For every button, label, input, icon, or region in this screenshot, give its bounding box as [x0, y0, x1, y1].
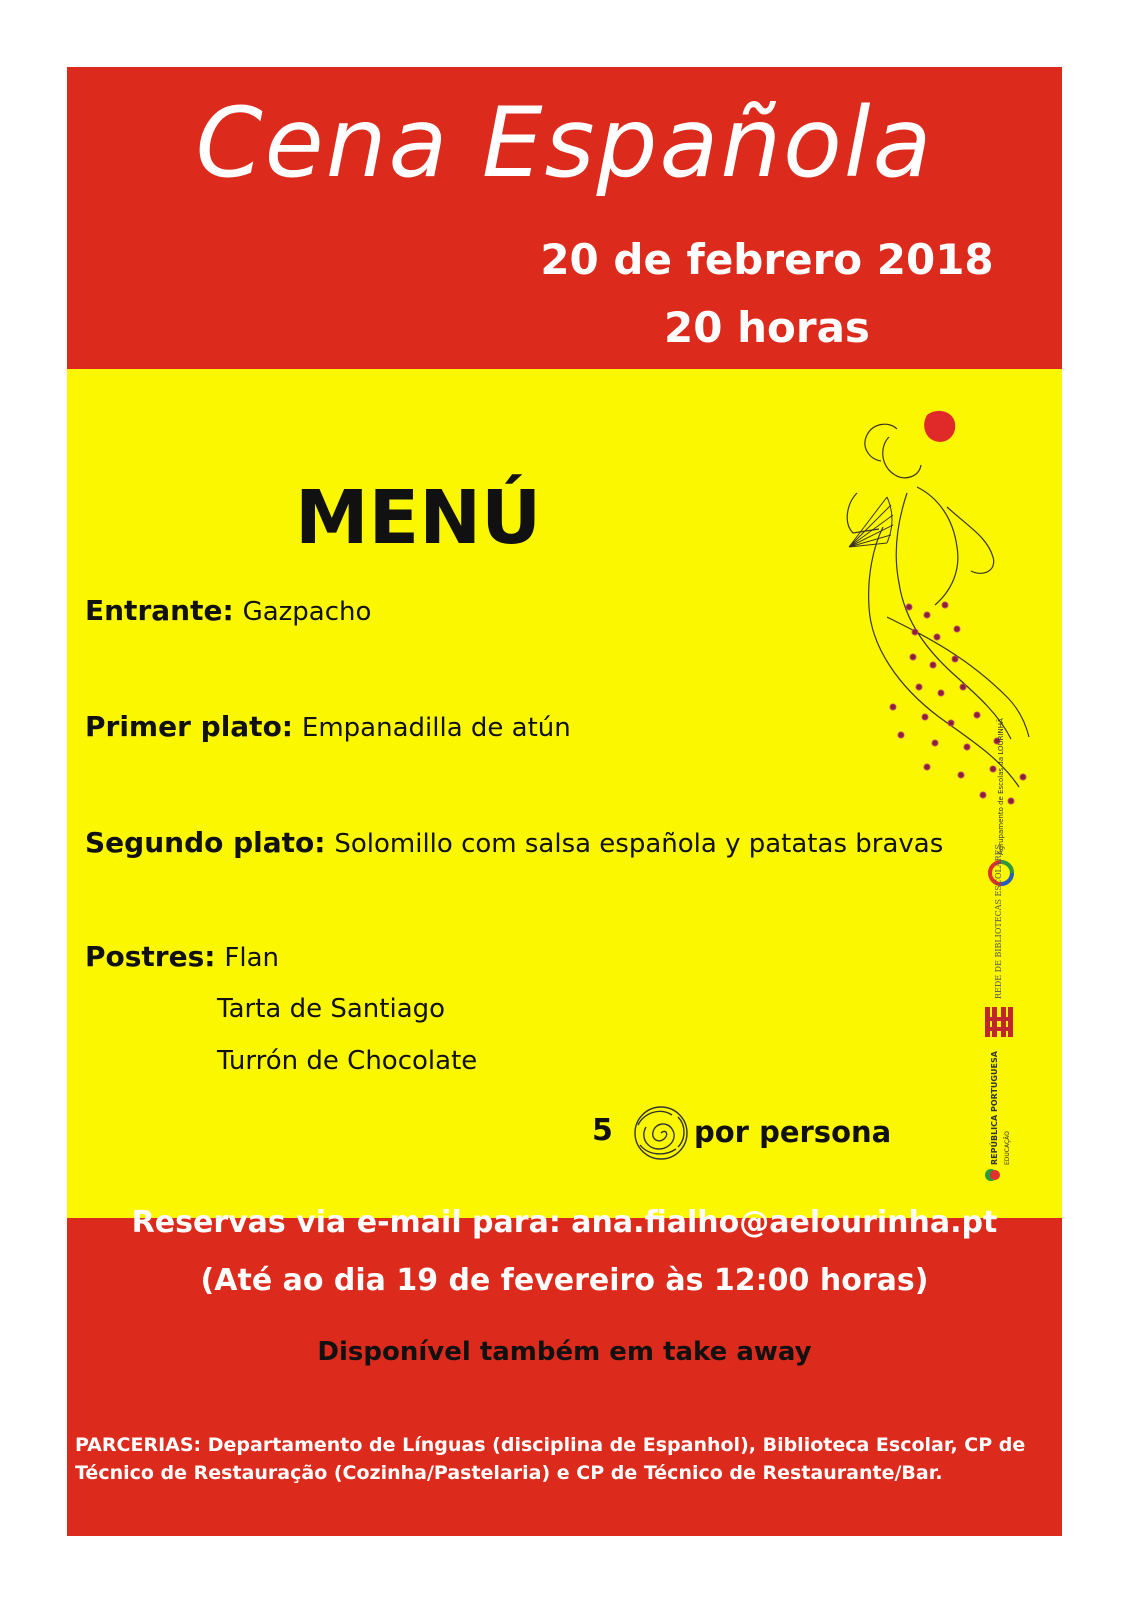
menu-title: MENÚ	[295, 475, 542, 561]
course-value: Gazpacho	[242, 597, 372, 627]
price-per-person: por persona	[694, 1115, 892, 1149]
dessert-item: Turrón de Chocolate	[217, 1046, 478, 1076]
takeaway-note: Disponível também em take away	[317, 1337, 812, 1367]
republica-logo-text: REPÚBLICA PORTUGUESA	[990, 1051, 999, 1165]
flamenco-dancer-illustration	[797, 397, 1047, 817]
course-label: Segundo plato:	[85, 826, 326, 859]
course-postres	[85, 939, 279, 976]
course-entrante	[85, 593, 371, 630]
course-label: Entrante:	[85, 594, 234, 627]
rbe-logo-text: REDE DE BIBLIOTECAS ESCOLARES	[994, 844, 1003, 999]
rose-icon	[630, 1103, 692, 1163]
dessert-item: Tarta de Santiago	[217, 994, 446, 1024]
course-label: Primer plato:	[85, 710, 294, 743]
course-value: Flan	[224, 943, 279, 973]
poster	[67, 67, 1062, 1536]
event-date: 20 de febrero 2018	[540, 235, 994, 284]
agrupamento-logo-text: Agrupamento de Escolas da LOURINHÃ	[997, 718, 1005, 855]
republica-logo	[979, 1051, 1025, 1187]
event-title: Cena Española	[195, 87, 934, 199]
rbe-logo	[979, 844, 1025, 1047]
reservation-info: Reservas via e-mail para: ana.fialho@aelourinha.pt	[131, 1205, 998, 1240]
course-segundo-plato	[85, 825, 943, 862]
educacao-logo-text: EDUCAÇÃO	[1004, 1131, 1011, 1165]
price-amount: 5	[592, 1113, 613, 1148]
course-value: Solomillo com salsa española y patatas bravas	[334, 829, 944, 859]
course-label: Postres:	[85, 940, 216, 973]
course-value: Empanadilla de atún	[301, 713, 571, 743]
event-time: 20 horas	[664, 303, 870, 352]
partners-note: PARCERIAS: Departamento de Línguas (disciplina de Espanhol), Biblioteca Escolar, CP de Técnico de Restauração (Cozinha/Pastelaria) e CP de Técnico de Restaurante/Bar.	[75, 1434, 1026, 1484]
reservation-deadline: (Até ao dia 19 de fevereiro às 12:00 horas)	[200, 1263, 929, 1298]
course-primer-plato	[85, 709, 571, 746]
